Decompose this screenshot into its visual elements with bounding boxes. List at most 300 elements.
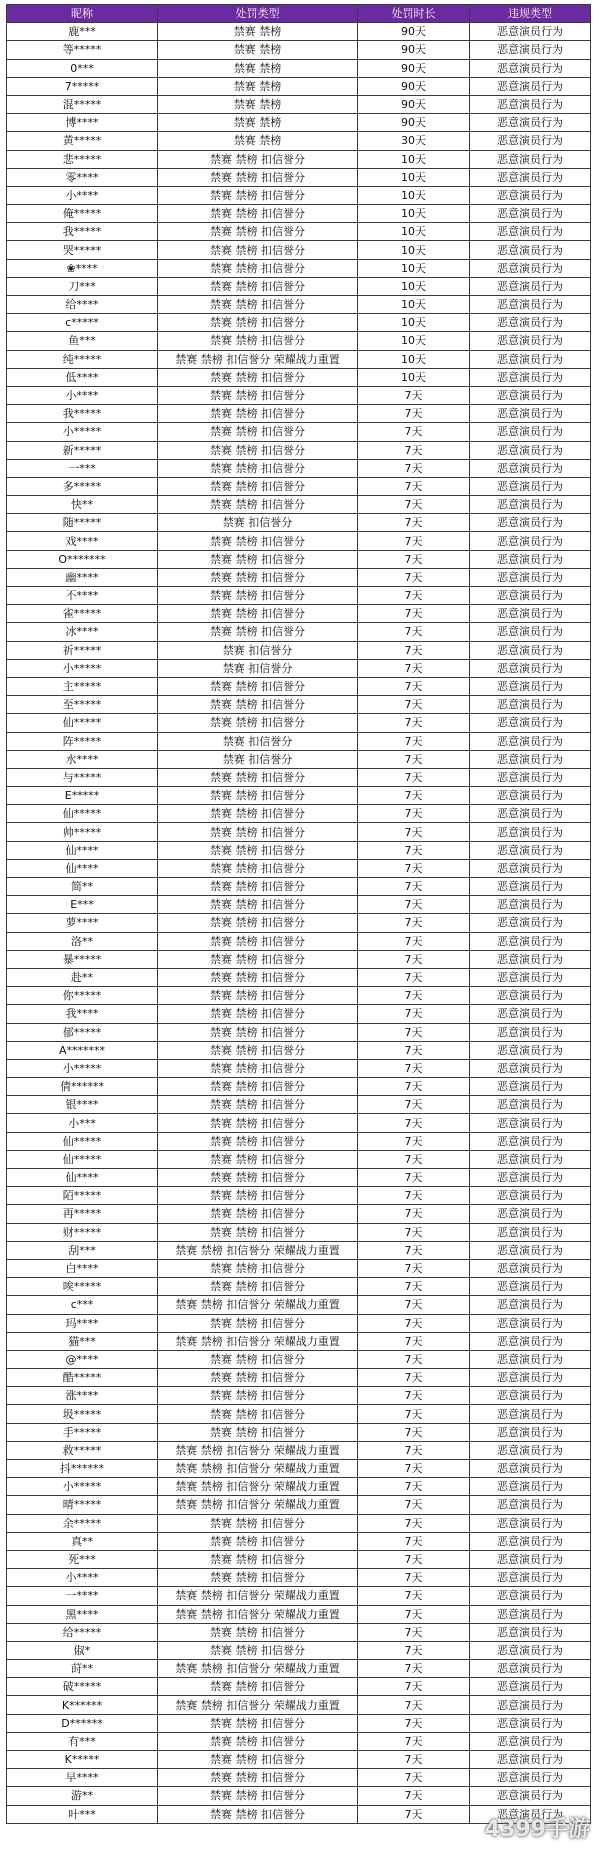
cell-nickname: 手*****	[7, 1423, 158, 1441]
penalty-table	[6, 4, 591, 1824]
table-row	[7, 1041, 591, 1059]
cell-penalty-type: 禁赛 禁榜	[158, 114, 358, 132]
cell-violation-type: 恶意演员行为	[470, 1660, 591, 1678]
cell-penalty-duration: 7天	[358, 1278, 470, 1296]
cell-nickname: 黄*****	[7, 132, 158, 150]
cell-nickname: 我*****	[7, 223, 158, 241]
cell-violation-type: 恶意演员行为	[470, 1787, 591, 1805]
cell-nickname: 黑****	[7, 1605, 158, 1623]
cell-penalty-type: 禁赛 禁榜 扣信誉分	[158, 277, 358, 295]
cell-penalty-type: 禁赛 禁榜 扣信誉分	[158, 150, 358, 168]
cell-penalty-type: 禁赛 禁榜 扣信誉分	[158, 932, 358, 950]
cell-nickname: 死***	[7, 1550, 158, 1568]
cell-violation-type: 恶意演员行为	[470, 1241, 591, 1259]
table-row	[7, 1369, 591, 1387]
cell-penalty-duration: 7天	[358, 1605, 470, 1623]
table-row	[7, 1205, 591, 1223]
cell-penalty-duration: 7天	[358, 623, 470, 641]
cell-penalty-duration: 7天	[358, 1751, 470, 1769]
table-row	[7, 350, 591, 368]
cell-nickname: 至*****	[7, 696, 158, 714]
cell-violation-type: 恶意演员行为	[470, 114, 591, 132]
cell-penalty-type: 禁赛 禁榜 扣信誉分	[158, 1387, 358, 1405]
cell-penalty-duration: 7天	[358, 459, 470, 477]
cell-penalty-duration: 7天	[358, 587, 470, 605]
cell-penalty-type: 禁赛 禁榜 扣信誉分	[158, 1041, 358, 1059]
cell-nickname: 哭*****	[7, 241, 158, 259]
cell-nickname: 仙*****	[7, 805, 158, 823]
cell-penalty-duration: 90天	[358, 77, 470, 95]
cell-violation-type: 恶意演员行为	[470, 1296, 591, 1314]
cell-nickname: 有***	[7, 1732, 158, 1750]
cell-penalty-duration: 90天	[358, 114, 470, 132]
cell-violation-type: 恶意演员行为	[470, 41, 591, 59]
cell-penalty-duration: 7天	[358, 1332, 470, 1350]
cell-penalty-duration: 7天	[358, 805, 470, 823]
table-row	[7, 1587, 591, 1605]
cell-penalty-type: 禁赛 禁榜 扣信誉分	[158, 878, 358, 896]
cell-penalty-duration: 7天	[358, 1369, 470, 1387]
cell-nickname: E***	[7, 896, 158, 914]
cell-nickname: ❀****	[7, 259, 158, 277]
cell-nickname: 仙****	[7, 841, 158, 859]
cell-violation-type: 恶意演员行为	[470, 1405, 591, 1423]
table-row	[7, 1241, 591, 1259]
table-row	[7, 1787, 591, 1805]
cell-nickname: 游**	[7, 1787, 158, 1805]
cell-penalty-type: 禁赛 禁榜 扣信誉分	[158, 423, 358, 441]
cell-penalty-type: 禁赛 禁榜 扣信誉分	[158, 1078, 358, 1096]
cell-nickname: 小*****	[7, 1478, 158, 1496]
cell-violation-type: 恶意演员行为	[470, 223, 591, 241]
cell-penalty-duration: 7天	[358, 659, 470, 677]
cell-penalty-duration: 7天	[358, 1678, 470, 1696]
cell-penalty-duration: 7天	[358, 532, 470, 550]
cell-violation-type: 恶意演员行为	[470, 1332, 591, 1350]
cell-penalty-duration: 10天	[358, 168, 470, 186]
cell-nickname: 冰****	[7, 623, 158, 641]
cell-nickname: 早****	[7, 1769, 158, 1787]
cell-penalty-duration: 7天	[358, 768, 470, 786]
table-row	[7, 1514, 591, 1532]
cell-violation-type: 恶意演员行为	[470, 23, 591, 41]
cell-nickname: A*******	[7, 1041, 158, 1059]
cell-penalty-type: 禁赛 禁榜 扣信誉分	[158, 587, 358, 605]
cell-penalty-duration: 7天	[358, 1460, 470, 1478]
cell-nickname: c*****	[7, 314, 158, 332]
cell-penalty-duration: 7天	[358, 1514, 470, 1532]
cell-nickname: 0***	[7, 59, 158, 77]
cell-nickname: 小***	[7, 1114, 158, 1132]
cell-nickname: 酷*****	[7, 1369, 158, 1387]
cell-penalty-duration: 7天	[358, 859, 470, 877]
cell-penalty-type: 禁赛 禁榜	[158, 77, 358, 95]
table-row	[7, 59, 591, 77]
cell-violation-type: 恶意演员行为	[470, 441, 591, 459]
table-row	[7, 587, 591, 605]
table-row	[7, 950, 591, 968]
cell-penalty-duration: 7天	[358, 1223, 470, 1241]
cell-violation-type: 恶意演员行为	[470, 1641, 591, 1659]
cell-violation-type: 恶意演员行为	[470, 1078, 591, 1096]
cell-nickname: 祈*****	[7, 641, 158, 659]
cell-penalty-duration: 10天	[358, 296, 470, 314]
cell-violation-type: 恶意演员行为	[470, 59, 591, 77]
cell-violation-type: 恶意演员行为	[470, 1532, 591, 1550]
cell-penalty-type: 禁赛 禁榜 扣信誉分	[158, 1751, 358, 1769]
cell-penalty-duration: 7天	[358, 405, 470, 423]
cell-penalty-duration: 7天	[358, 987, 470, 1005]
cell-violation-type: 恶意演员行为	[470, 1550, 591, 1568]
cell-violation-type: 恶意演员行为	[470, 1223, 591, 1241]
cell-violation-type: 恶意演员行为	[470, 623, 591, 641]
cell-penalty-duration: 7天	[358, 423, 470, 441]
cell-nickname: 小****	[7, 386, 158, 404]
table-row	[7, 1641, 591, 1659]
cell-penalty-type: 禁赛 禁榜 扣信誉分	[158, 768, 358, 786]
cell-penalty-type: 禁赛 禁榜	[158, 59, 358, 77]
cell-violation-type: 恶意演员行为	[470, 314, 591, 332]
table-row	[7, 987, 591, 1005]
cell-penalty-type: 禁赛 禁榜 扣信誉分	[158, 714, 358, 732]
cell-penalty-type: 禁赛 禁榜 扣信誉分	[158, 314, 358, 332]
cell-penalty-duration: 7天	[358, 750, 470, 768]
cell-nickname: 唉*****	[7, 1278, 158, 1296]
cell-penalty-type: 禁赛 禁榜 扣信誉分	[158, 1314, 358, 1332]
cell-violation-type: 恶意演员行为	[470, 186, 591, 204]
cell-nickname: 仙*****	[7, 1150, 158, 1168]
cell-penalty-type: 禁赛 禁榜 扣信誉分	[158, 1423, 358, 1441]
table-row	[7, 1678, 591, 1696]
cell-penalty-duration: 7天	[358, 1132, 470, 1150]
cell-penalty-type: 禁赛 禁榜 扣信誉分	[158, 1714, 358, 1732]
table-row	[7, 1423, 591, 1441]
table-row	[7, 1114, 591, 1132]
cell-penalty-type: 禁赛 禁榜 扣信誉分	[158, 1569, 358, 1587]
cell-violation-type: 恶意演员行为	[470, 532, 591, 550]
cell-penalty-type: 禁赛 禁榜 扣信誉分	[158, 1641, 358, 1659]
cell-violation-type: 恶意演员行为	[470, 1132, 591, 1150]
cell-violation-type: 恶意演员行为	[470, 1259, 591, 1277]
cell-penalty-type: 禁赛 禁榜 扣信誉分	[158, 550, 358, 568]
cell-penalty-duration: 7天	[358, 568, 470, 586]
cell-violation-type: 恶意演员行为	[470, 1114, 591, 1132]
table-row	[7, 1350, 591, 1368]
cell-penalty-type: 禁赛 扣信誉分	[158, 750, 358, 768]
table-row	[7, 787, 591, 805]
cell-nickname: 与*****	[7, 768, 158, 786]
cell-penalty-duration: 7天	[358, 1041, 470, 1059]
cell-penalty-type: 禁赛 禁榜 扣信誉分	[158, 1259, 358, 1277]
table-row	[7, 1769, 591, 1787]
table-row	[7, 968, 591, 986]
cell-penalty-type: 禁赛 禁榜 扣信誉分 荣耀战力重置	[158, 1660, 358, 1678]
cell-nickname: 纯*****	[7, 350, 158, 368]
cell-penalty-duration: 7天	[358, 1187, 470, 1205]
cell-penalty-type: 禁赛 禁榜 扣信誉分	[158, 1278, 358, 1296]
cell-violation-type: 恶意演员行为	[470, 1369, 591, 1387]
cell-nickname: 抖******	[7, 1460, 158, 1478]
table-body	[7, 23, 591, 1824]
cell-penalty-type: 禁赛 禁榜 扣信誉分	[158, 1114, 358, 1132]
table-row	[7, 805, 591, 823]
cell-penalty-duration: 7天	[358, 1005, 470, 1023]
cell-nickname: 暴*****	[7, 950, 158, 968]
table-row	[7, 1405, 591, 1423]
watermark-logo: 4399手游	[484, 1817, 590, 1842]
cell-penalty-type: 禁赛 禁榜 扣信誉分	[158, 1732, 358, 1750]
header-row	[7, 5, 591, 23]
cell-nickname: @****	[7, 1350, 158, 1368]
cell-violation-type: 恶意演员行为	[470, 1314, 591, 1332]
cell-penalty-type: 禁赛 禁榜 扣信誉分	[158, 1623, 358, 1641]
cell-penalty-duration: 7天	[358, 441, 470, 459]
table-row	[7, 841, 591, 859]
cell-violation-type: 恶意演员行为	[470, 1751, 591, 1769]
cell-nickname: 小****	[7, 186, 158, 204]
cell-penalty-type: 禁赛 禁榜 扣信誉分	[158, 186, 358, 204]
cell-penalty-type: 禁赛 禁榜 扣信誉分	[158, 296, 358, 314]
cell-penalty-type: 禁赛 禁榜 扣信誉分	[158, 1150, 358, 1168]
cell-penalty-type: 禁赛 禁榜	[158, 41, 358, 59]
cell-penalty-type: 禁赛 禁榜 扣信誉分	[158, 896, 358, 914]
cell-penalty-duration: 7天	[358, 1496, 470, 1514]
cell-penalty-duration: 7天	[358, 696, 470, 714]
cell-violation-type: 恶意演员行为	[470, 496, 591, 514]
cell-penalty-duration: 7天	[358, 1405, 470, 1423]
cell-nickname: E*****	[7, 787, 158, 805]
cell-violation-type: 恶意演员行为	[470, 477, 591, 495]
cell-nickname: 圾*****	[7, 1405, 158, 1423]
cell-nickname: 洛**	[7, 932, 158, 950]
cell-violation-type: 恶意演员行为	[470, 787, 591, 805]
cell-nickname: 涨****	[7, 1387, 158, 1405]
cell-penalty-type: 禁赛 禁榜 扣信誉分	[158, 1223, 358, 1241]
cell-penalty-type: 禁赛 禁榜 扣信誉分	[158, 477, 358, 495]
cell-penalty-duration: 7天	[358, 605, 470, 623]
cell-penalty-duration: 7天	[358, 1259, 470, 1277]
cell-nickname: 叶***	[7, 1805, 158, 1823]
cell-penalty-duration: 7天	[358, 1350, 470, 1368]
cell-penalty-type: 禁赛 禁榜 扣信誉分 荣耀战力重置	[158, 1496, 358, 1514]
cell-penalty-type: 禁赛 禁榜 扣信誉分 荣耀战力重置	[158, 1696, 358, 1714]
cell-penalty-duration: 7天	[358, 1205, 470, 1223]
table-row	[7, 1096, 591, 1114]
cell-penalty-duration: 90天	[358, 41, 470, 59]
cell-violation-type: 恶意演员行为	[470, 1005, 591, 1023]
cell-violation-type: 恶意演员行为	[470, 350, 591, 368]
cell-penalty-type: 禁赛 禁榜 扣信誉分	[158, 787, 358, 805]
cell-nickname: 陌*****	[7, 1187, 158, 1205]
cell-penalty-duration: 10天	[358, 332, 470, 350]
header-nickname: 昵称	[7, 5, 158, 23]
cell-violation-type: 恶意演员行为	[470, 750, 591, 768]
table-row	[7, 168, 591, 186]
cell-nickname: 赴**	[7, 968, 158, 986]
cell-penalty-type: 禁赛 禁榜 扣信誉分 荣耀战力重置	[158, 1296, 358, 1314]
cell-penalty-duration: 7天	[358, 1096, 470, 1114]
cell-penalty-type: 禁赛 禁榜 扣信誉分	[158, 914, 358, 932]
table-row	[7, 150, 591, 168]
cell-penalty-type: 禁赛 禁榜 扣信誉分	[158, 205, 358, 223]
cell-violation-type: 恶意演员行为	[470, 1278, 591, 1296]
table-row	[7, 1005, 591, 1023]
cell-penalty-type: 禁赛 禁榜 扣信誉分	[158, 968, 358, 986]
cell-violation-type: 恶意演员行为	[470, 132, 591, 150]
cell-nickname: 玛****	[7, 1314, 158, 1332]
cell-nickname: 零****	[7, 168, 158, 186]
cell-penalty-duration: 7天	[358, 950, 470, 968]
table-row	[7, 95, 591, 113]
cell-penalty-duration: 7天	[358, 1623, 470, 1641]
table-row	[7, 441, 591, 459]
cell-nickname: 简**	[7, 878, 158, 896]
cell-violation-type: 恶意演员行为	[470, 659, 591, 677]
cell-nickname: 小*****	[7, 423, 158, 441]
table-row	[7, 1332, 591, 1350]
cell-penalty-type: 禁赛 禁榜 扣信誉分	[158, 623, 358, 641]
table-row	[7, 114, 591, 132]
cell-penalty-duration: 7天	[358, 932, 470, 950]
table-row	[7, 1732, 591, 1750]
table-row	[7, 677, 591, 695]
cell-violation-type: 恶意演员行为	[470, 896, 591, 914]
cell-penalty-type: 禁赛 禁榜 扣信誉分	[158, 259, 358, 277]
cell-nickname: 刮***	[7, 1241, 158, 1259]
cell-violation-type: 恶意演员行为	[470, 1478, 591, 1496]
cell-violation-type: 恶意演员行为	[470, 1696, 591, 1714]
cell-violation-type: 恶意演员行为	[470, 1387, 591, 1405]
cell-violation-type: 恶意演员行为	[470, 1150, 591, 1168]
cell-violation-type: 恶意演员行为	[470, 1441, 591, 1459]
cell-penalty-duration: 7天	[358, 896, 470, 914]
cell-violation-type: 恶意演员行为	[470, 1460, 591, 1478]
table-row	[7, 1296, 591, 1314]
cell-penalty-type: 禁赛 禁榜 扣信誉分 荣耀战力重置	[158, 1587, 358, 1605]
cell-penalty-duration: 7天	[358, 1296, 470, 1314]
cell-nickname: 水****	[7, 750, 158, 768]
cell-violation-type: 恶意演员行为	[470, 1732, 591, 1750]
cell-nickname: 刀***	[7, 277, 158, 295]
cell-nickname: 倩******	[7, 1078, 158, 1096]
cell-penalty-duration: 10天	[358, 277, 470, 295]
cell-violation-type: 恶意演员行为	[470, 1041, 591, 1059]
cell-violation-type: 恶意演员行为	[470, 932, 591, 950]
cell-nickname: 给****	[7, 296, 158, 314]
cell-penalty-duration: 7天	[358, 1641, 470, 1659]
cell-nickname: 给*****	[7, 1623, 158, 1641]
table-row	[7, 532, 591, 550]
cell-penalty-type: 禁赛 扣信誉分	[158, 514, 358, 532]
cell-nickname: 再*****	[7, 1205, 158, 1223]
cell-nickname: 新*****	[7, 441, 158, 459]
cell-penalty-duration: 7天	[358, 641, 470, 659]
cell-penalty-type: 禁赛 禁榜 扣信誉分	[158, 1405, 358, 1423]
cell-penalty-type: 禁赛 禁榜 扣信誉分	[158, 1187, 358, 1205]
table-row	[7, 1496, 591, 1514]
table-row	[7, 1132, 591, 1150]
cell-penalty-duration: 7天	[358, 1478, 470, 1496]
cell-violation-type: 恶意演员行为	[470, 1569, 591, 1587]
table-row	[7, 1478, 591, 1496]
cell-nickname: 鹿***	[7, 23, 158, 41]
cell-violation-type: 恶意演员行为	[470, 405, 591, 423]
cell-violation-type: 恶意演员行为	[470, 386, 591, 404]
cell-penalty-duration: 7天	[358, 514, 470, 532]
cell-penalty-duration: 7天	[358, 1114, 470, 1132]
cell-penalty-type: 禁赛 禁榜 扣信誉分	[158, 859, 358, 877]
cell-penalty-duration: 7天	[358, 1769, 470, 1787]
cell-penalty-type: 禁赛 禁榜 扣信誉分	[158, 1005, 358, 1023]
cell-nickname: 不****	[7, 587, 158, 605]
cell-violation-type: 恶意演员行为	[470, 1805, 591, 1823]
cell-violation-type: 恶意演员行为	[470, 841, 591, 859]
table-row	[7, 1387, 591, 1405]
cell-penalty-type: 禁赛 禁榜 扣信誉分	[158, 987, 358, 1005]
table-row	[7, 41, 591, 59]
cell-penalty-type: 禁赛 禁榜	[158, 132, 358, 150]
cell-nickname: K******	[7, 1696, 158, 1714]
cell-penalty-type: 禁赛 禁榜 扣信誉分	[158, 168, 358, 186]
cell-violation-type: 恶意演员行为	[470, 459, 591, 477]
table-row	[7, 132, 591, 150]
table-row	[7, 623, 591, 641]
table-row	[7, 23, 591, 41]
table-row	[7, 896, 591, 914]
table-row	[7, 859, 591, 877]
cell-penalty-type: 禁赛 禁榜 扣信誉分	[158, 1550, 358, 1568]
cell-nickname: 一***	[7, 459, 158, 477]
cell-nickname: 你*****	[7, 987, 158, 1005]
cell-violation-type: 恶意演员行为	[470, 1169, 591, 1187]
cell-penalty-type: 禁赛 禁榜 扣信誉分	[158, 1514, 358, 1532]
cell-nickname: 白****	[7, 1259, 158, 1277]
cell-violation-type: 恶意演员行为	[470, 1605, 591, 1623]
table-row	[7, 186, 591, 204]
cell-nickname: 低****	[7, 368, 158, 386]
cell-penalty-type: 禁赛 禁榜 扣信誉分	[158, 441, 358, 459]
cell-penalty-type: 禁赛 禁榜 扣信誉分	[158, 368, 358, 386]
cell-violation-type: 恶意演员行为	[470, 1350, 591, 1368]
cell-nickname: 晴*****	[7, 1496, 158, 1514]
cell-penalty-duration: 7天	[358, 914, 470, 932]
cell-penalty-duration: 10天	[358, 259, 470, 277]
table-row	[7, 823, 591, 841]
cell-violation-type: 恶意演员行为	[470, 677, 591, 695]
cell-penalty-type: 禁赛 禁榜 扣信誉分	[158, 223, 358, 241]
cell-nickname: 小*****	[7, 659, 158, 677]
cell-penalty-duration: 90天	[358, 95, 470, 113]
cell-penalty-type: 禁赛 扣信誉分	[158, 659, 358, 677]
cell-nickname: 仙*****	[7, 1132, 158, 1150]
cell-violation-type: 恶意演员行为	[470, 514, 591, 532]
cell-penalty-duration: 7天	[358, 1805, 470, 1823]
cell-violation-type: 恶意演员行为	[470, 968, 591, 986]
cell-penalty-duration: 7天	[358, 823, 470, 841]
cell-penalty-type: 禁赛 禁榜 扣信誉分	[158, 823, 358, 841]
cell-nickname: O*******	[7, 550, 158, 568]
cell-penalty-type: 禁赛 禁榜 扣信誉分	[158, 459, 358, 477]
cell-nickname: 帅*****	[7, 823, 158, 841]
cell-penalty-duration: 7天	[358, 1569, 470, 1587]
table-row	[7, 568, 591, 586]
cell-penalty-duration: 7天	[358, 1423, 470, 1441]
table-row	[7, 1078, 591, 1096]
header-violation-type: 违规类型	[470, 5, 591, 23]
cell-penalty-duration: 7天	[358, 1441, 470, 1459]
cell-violation-type: 恶意演员行为	[470, 914, 591, 932]
cell-penalty-duration: 7天	[358, 1696, 470, 1714]
